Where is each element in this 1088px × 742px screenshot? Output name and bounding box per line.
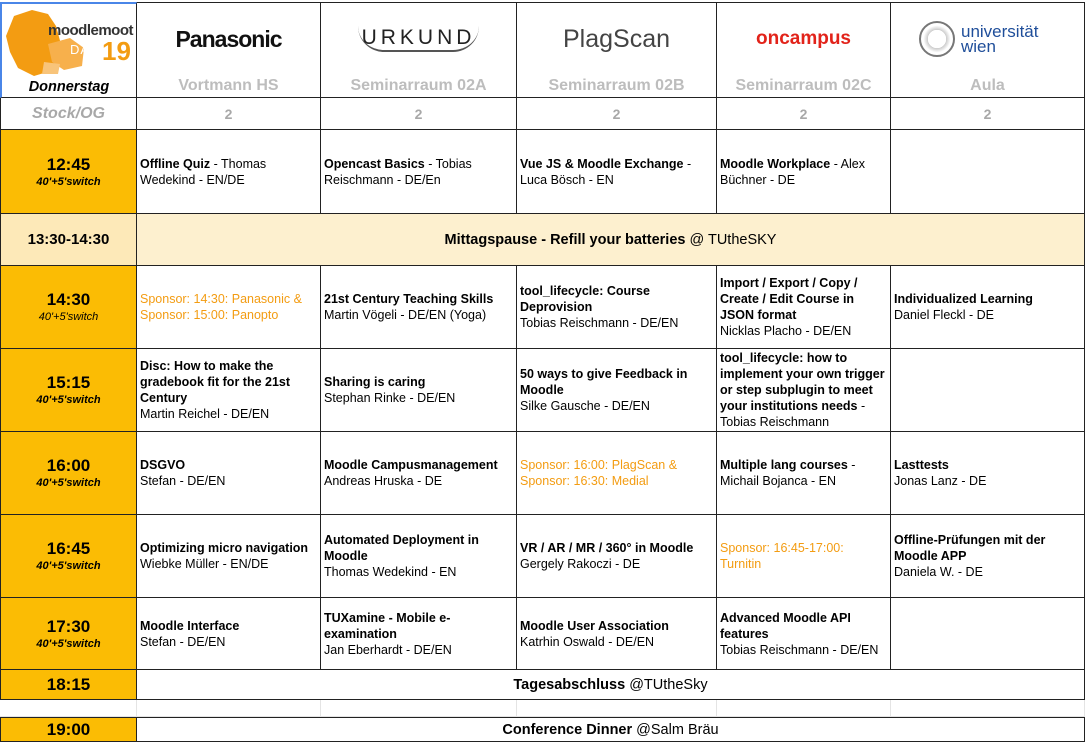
session-title: Disc: How to make the gradebook fit for the 21st Century [140,359,291,405]
floor-number: 2 [983,105,992,122]
sponsor-text: Sponsor: 16:45-17:00: Turnitin [720,541,844,571]
room-name: Vortmann HS [178,77,279,94]
lunch-banner [137,214,1085,266]
spacer-cell [517,700,717,717]
slot-time: 16:45 [46,539,91,558]
session-speaker: Katrhin Oswald - DE/EN [520,634,655,649]
session-text [894,291,1081,323]
session-cell[interactable] [137,349,321,432]
session-speaker: Nicklas Placho - DE/EN [720,324,852,338]
session-title: Moodle User Association [520,618,669,633]
floor-number: 2 [612,105,621,122]
session-cell[interactable] [137,598,321,670]
university-seal-icon [919,21,955,57]
slot-duration: 40'+5'switch [36,560,101,572]
session-title: Import / Export / Copy / Create / Edit Course in JSON format [720,276,858,322]
closing-title: Tagesabschluss [513,676,626,693]
closing-time-text: 18:15 [46,674,91,694]
lunch-place: @ TUtheSKY [685,231,777,248]
slot-time: 17:30 [46,616,91,636]
session-title: Individualized Learning [894,292,1033,306]
session-cell[interactable] [517,130,717,214]
session-text [520,283,713,331]
sponsor-logo-box [717,9,890,69]
stock-value [891,98,1085,130]
time-slot [0,266,137,349]
session-title: Offline-Prüfungen mit der Moodle APP [894,533,1046,563]
session-speaker: - Tobias Reischmann [720,399,866,429]
session-cell[interactable] [321,598,517,670]
session-title: Advanced Moodle API features [720,610,851,641]
session-speaker: Gergely Rakoczi - DE [520,557,641,571]
sponsor-slot[interactable] [717,515,891,598]
sponsor-logo-univie: universität wien [961,22,1039,56]
session-text [520,156,713,188]
event-logo-cell [0,2,137,98]
session-speaker: - Michail Bojanca - EN [720,458,856,488]
room-header-5 [891,2,1085,98]
time-slot [0,432,137,515]
session-speaker: - Alex Büchner - DE [720,156,865,187]
session-cell[interactable] [717,349,891,432]
empty-session [891,598,1085,670]
session-text [720,457,887,489]
session-speaker: Silke Gausche - DE/EN [520,399,650,413]
session-cell[interactable] [891,266,1085,349]
session-speaker: Wiebke Müller - EN/DE [140,557,269,571]
spacer-cell [137,700,321,717]
session-cell[interactable] [891,432,1085,515]
session-title: tool_lifecycle: Course Deprovision [520,284,650,314]
session-title: Lasttests [894,458,949,472]
room-header-2 [321,2,517,98]
session-title: Vue JS & Moodle Exchange [520,156,684,171]
session-cell[interactable] [321,432,517,515]
spacer-cell [0,700,137,717]
session-text [140,457,317,489]
slot-duration: 40'+5'switch [36,175,101,188]
closing-time [0,670,137,700]
session-text [520,618,713,650]
slot-time: 12:45 [46,154,91,174]
session-text [520,540,713,572]
slot-duration: 40'+5'switch [38,311,99,323]
session-text [520,366,713,414]
session-speaker: Tobias Reischmann - DE/EN [720,642,879,657]
room-name: Seminarraum 02A [350,77,487,94]
session-speaker: Stefan - DE/EN [140,474,226,488]
session-text [720,610,887,658]
session-text [324,457,513,489]
session-speaker: - Tobias Reischmann - DE/En [324,156,472,187]
session-title: 21st Century Teaching Skills [324,292,494,306]
event-logo-year: 19 [102,36,131,66]
time-slot [0,349,137,432]
slot-duration: 40'+5'switch [36,477,101,489]
spacer-cell [891,700,1085,717]
dinner-text [502,722,718,738]
session-speaker: Martin Vögeli - DE/EN (Yoga) [324,308,487,322]
slot-time: 15:15 [46,373,91,392]
slot-time: 14:30 [46,290,91,309]
room-name: Seminarraum 02B [548,77,685,94]
closing-text [513,677,707,693]
session-speaker: Stephan Rinke - DE/EN [324,391,456,405]
stock-value [321,98,517,130]
stock-value [137,98,321,130]
lunch-time-text: 13:30-14:30 [27,231,110,248]
session-cell[interactable] [717,130,891,214]
session-text [324,374,513,406]
room-name: Seminarraum 02C [735,77,872,94]
sponsor-logo-box [321,9,516,69]
session-speaker: - Thomas Wedekind - EN/DE [140,156,267,187]
sponsor-slot[interactable] [137,266,321,349]
session-title: tool_lifecycle: how to implement your own trigger or step subplugin to meet your institutions needs [720,351,885,413]
session-cell[interactable] [137,515,321,598]
session-title: VR / AR / MR / 360° in Moodle [520,541,694,555]
room-header-4 [717,2,891,98]
session-text [894,457,1081,489]
slot-duration: 40'+5'switch [36,637,101,650]
sponsor-logo-box [517,9,716,69]
sponsor-logo-plagscan: PlagScan [562,24,671,53]
session-cell[interactable] [321,130,517,214]
empty-session [891,349,1085,432]
session-text [324,532,513,580]
session-speaker: Andreas Hruska - DE [324,474,443,488]
sponsor-logo-box [137,9,320,69]
floor-number: 2 [799,105,808,122]
stock-value [517,98,717,130]
sponsor-text: Sponsor: 14:30: Panasonic & Sponsor: 15:00: Panopto [140,292,302,322]
session-text [324,291,513,323]
stock-value [717,98,891,130]
session-speaker: Thomas Wedekind - EN [324,565,457,579]
dinner-time-text: 19:00 [46,719,91,739]
session-title: TUXamine - Mobile e-examination [324,610,451,641]
time-slot [0,515,137,598]
session-title: Opencast Basics [324,156,425,171]
stock-label: Stock/OG [32,104,105,122]
session-text [720,350,887,430]
closing-banner [137,670,1085,700]
lunch-text [445,232,777,248]
session-cell[interactable] [137,432,321,515]
slot-time: 16:00 [46,456,91,475]
event-logo-title: moodlemoot [48,22,133,39]
lunch-title: Mittagspause - Refill your batteries [444,231,686,248]
sponsor-logo-panasonic: Panasonic [175,25,282,52]
session-title: Moodle Interface [140,618,240,633]
session-speaker: Martin Reichel - DE/EN [140,407,270,421]
room-header-3 [517,2,717,98]
session-text [140,540,317,572]
day-label: Donnerstag [28,79,110,95]
floor-number: 2 [224,105,233,122]
dinner-place: @Salm Bräu [632,721,719,738]
dinner-title: Conference Dinner [502,721,633,738]
lunch-time [0,214,137,266]
session-speaker: Daniel Fleckl - DE [894,308,995,322]
session-cell[interactable] [321,349,517,432]
sponsor-slot[interactable] [517,432,717,515]
session-text [140,156,317,188]
time-slot [0,130,137,214]
session-title: Multiple lang courses [720,458,848,472]
session-cell[interactable] [321,266,517,349]
session-text [720,156,887,188]
session-speaker: Jan Eberhardt - DE/EN [324,642,452,657]
spacer-cell [321,700,517,717]
empty-session [891,130,1085,214]
dinner-banner [137,717,1085,742]
session-text [324,156,513,188]
session-cell[interactable] [717,598,891,670]
session-cell[interactable] [517,266,717,349]
session-cell[interactable] [891,515,1085,598]
sponsor-text: Sponsor: 16:00: PlagScan & Sponsor: 16:30: Medial [520,458,678,488]
sponsor-logo-oncampus: oncampus [755,28,852,49]
session-title: 50 ways to give Feedback in Moodle [520,367,688,397]
session-speaker: Stefan - DE/EN [140,634,226,649]
session-title: Optimizing micro navigation [140,541,309,555]
session-title: Automated Deployment in Moodle [324,533,479,563]
floor-number: 2 [414,105,423,122]
session-cell[interactable] [717,266,891,349]
session-title: Offline Quiz [140,156,211,171]
session-cell[interactable] [717,432,891,515]
dinner-time [0,717,137,742]
session-speaker: - Luca Bösch - EN [520,156,692,187]
session-cell[interactable] [137,130,321,214]
session-title: Moodle Workplace [720,156,831,171]
session-text [324,610,513,658]
session-speaker: Daniela W. - DE [894,565,983,579]
session-cell[interactable] [517,598,717,670]
session-title: DSGVO [140,458,186,472]
event-logo-dach: DACH [70,42,111,57]
session-speaker: Tobias Reischmann - DE/EN [520,316,679,330]
session-text [140,618,317,650]
session-text [720,275,887,339]
session-cell[interactable] [321,515,517,598]
session-cell[interactable] [517,349,717,432]
sponsor-logo-urkund: URKUND [358,26,480,52]
session-speaker: Jonas Lanz - DE [894,474,987,488]
sponsor-logo-box [891,9,1084,69]
session-text [140,358,317,422]
closing-place: @TUtheSky [625,676,708,693]
session-text [894,532,1081,580]
room-name: Aula [970,77,1005,94]
time-slot [0,598,137,670]
session-title: Moodle Campusmanagement [324,458,498,472]
stock-label-cell [0,98,137,130]
session-title: Sharing is caring [324,375,426,389]
session-cell[interactable] [517,515,717,598]
room-header-1 [137,2,321,98]
slot-duration: 40'+5'switch [36,394,101,406]
spacer-cell [717,700,891,717]
